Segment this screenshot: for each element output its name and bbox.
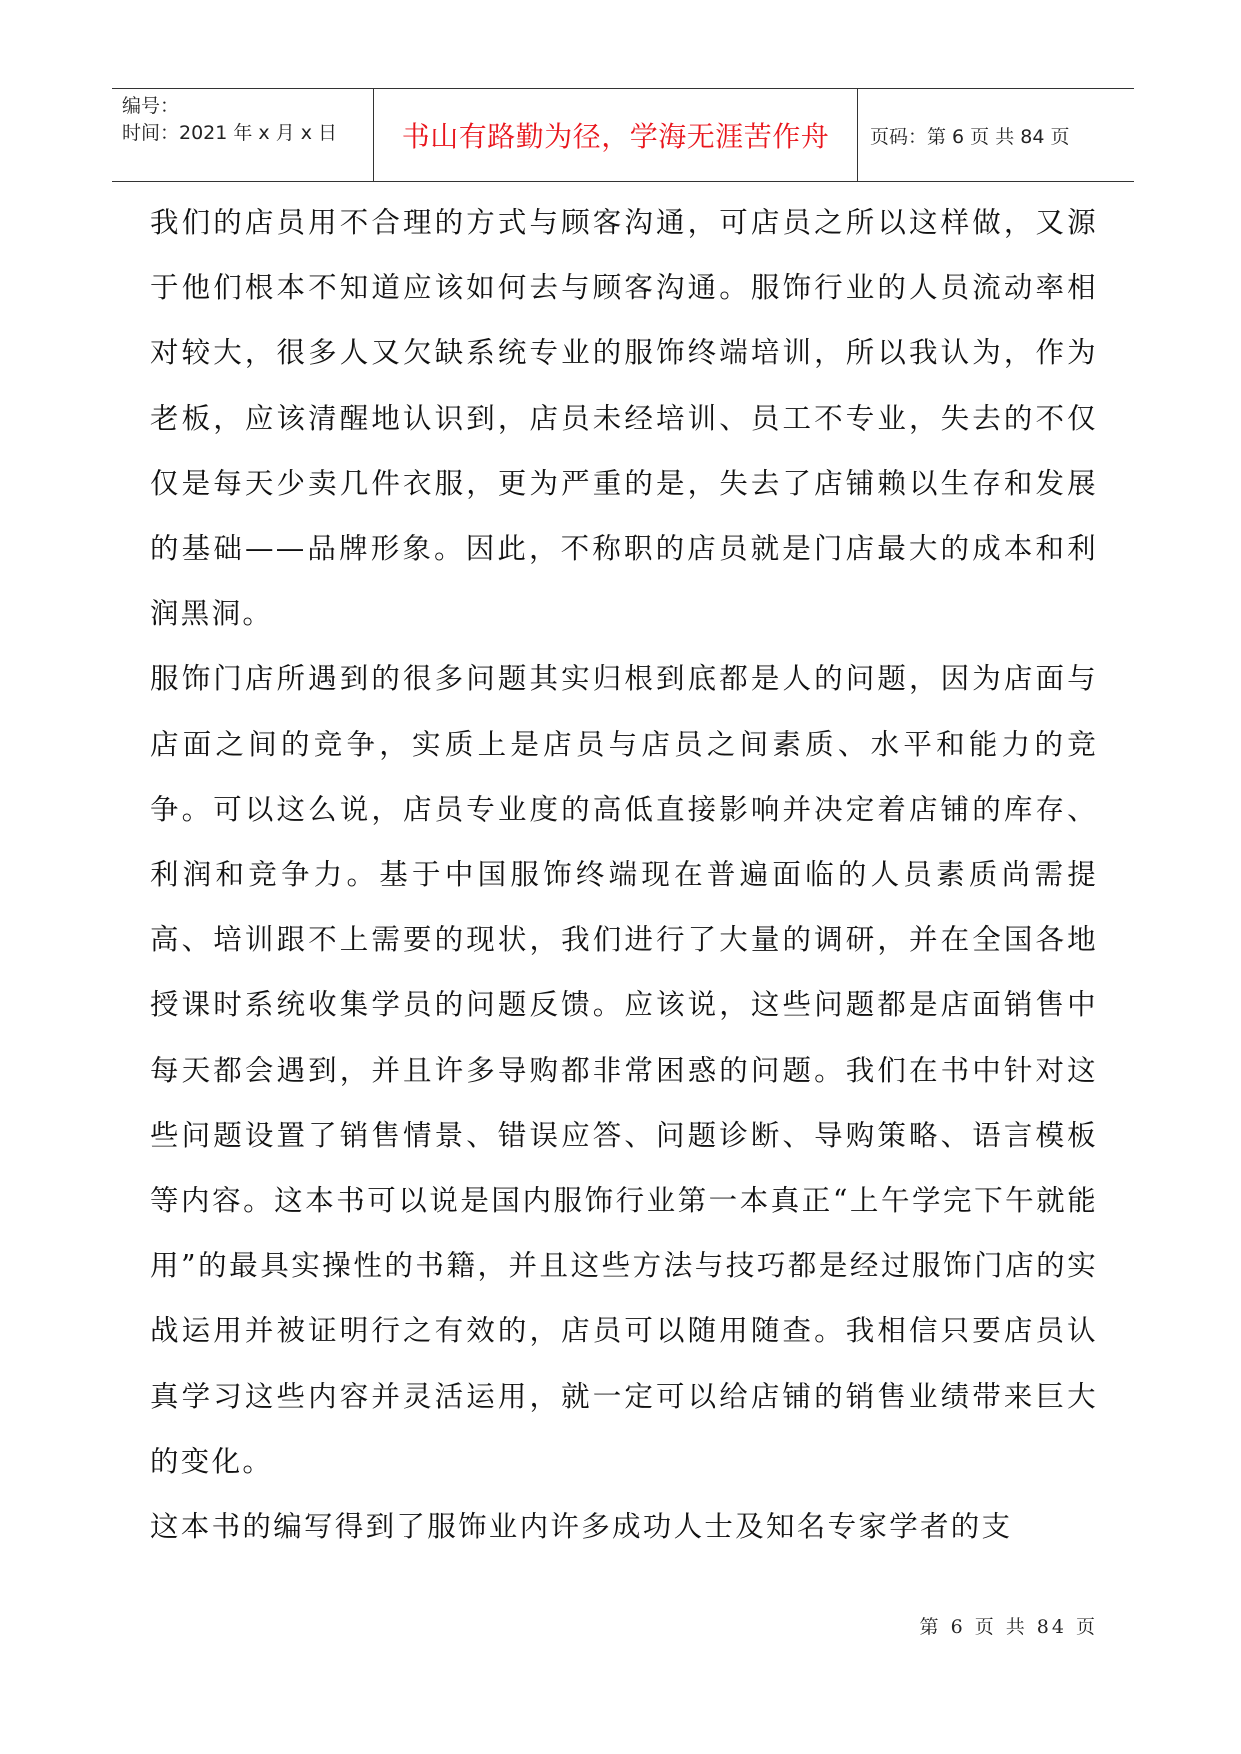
- page-footer: 第 6 页 共 84 页: [919, 1616, 1098, 1638]
- date-line: 时间：2021 年 x 月 x 日: [122, 122, 338, 144]
- header-meta: [112, 89, 374, 181]
- document-body: [150, 190, 1098, 1559]
- paragraph: 服饰门店所遇到的很多问题其实归根到底都是人的问题，因为店面与店面之间的竞争，实质上是店员与店员之间素质、水平和能力的竞争。可以这么说，店员专业度的高低直接影响并决定着店铺的库存、利润和竞争力。基于中国服饰终端现在普遍面临的人员素质尚需提高、培训跟不上需要的现状，我们进行了大量的调研，并在全国各地授课时系统收集学员的问题反馈。应该说，这些问题都是店面销售中每天都会遇到，并且许多导购都非常困惑的问题。我们在书中针对这些问题设置了销售情景、错误应答、问题诊断、导购策略、语言模板等内容。这本书可以说是国内服饰行业第一本真正“上午学完下午就能用”的最具实操性的书籍，并且这些方法与技巧都是经过服饰门店的实战运用并被证明行之有效的，店员可以随用随查。我相信只要店员认真学习这些内容并灵活运用，就一定可以给店铺的销售业绩带来巨大的变化。: [150, 662, 1098, 1478]
- header-page-code: 页码：第 6 页 共 84 页: [870, 125, 1070, 148]
- paragraph: 这本书的编写得到了服饰业内许多成功人士及知名专家学者的支: [150, 1510, 1013, 1544]
- header-motto: 书山有路勤为径，学海无涯苦作舟: [374, 89, 858, 181]
- paragraph: 我们的店员用不合理的方式与顾客沟通，可店员之所以这样做，又源于他们根本不知道应该如何去与顾客沟通。服饰行业的人员流动率相对较大，很多人又欠缺系统专业的服饰终端培训，所以我认为，作为老板，应该清醒地认识到，店员未经培训、员工不专业，失去的不仅仅是每天少卖几件衣服，更为严重的是，失去了店铺赖以生存和发展的基础——品牌形象。因此，不称职的店员就是门店最大的成本和利润黑洞。: [150, 206, 1098, 631]
- serial-number-label: 编号：: [122, 95, 180, 117]
- page-header: [112, 88, 1134, 182]
